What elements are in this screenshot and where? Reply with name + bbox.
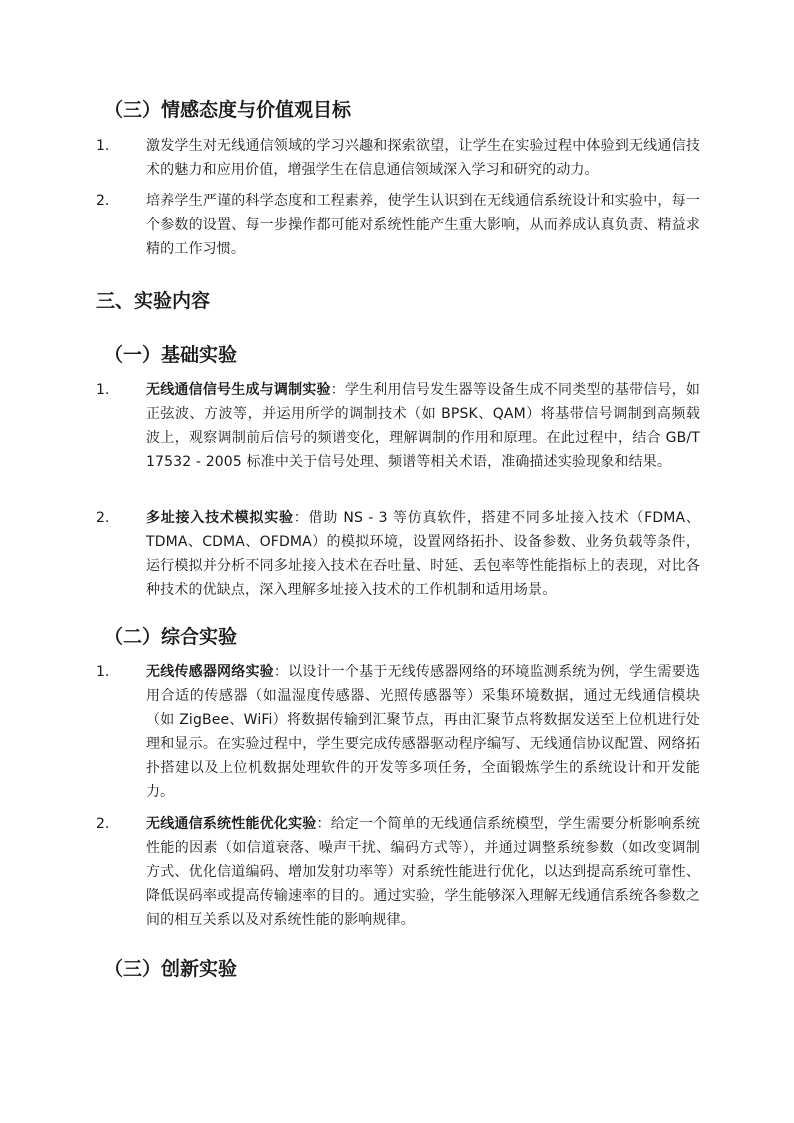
list-item [96,134,700,182]
list-item-number: 1. [96,382,110,398]
section-heading-comprehensive-experiments: （二）综合实验 [104,626,238,648]
list-item-text [146,660,700,804]
list-item [96,660,700,804]
section-heading-experiment-content: 三、实验内容 [96,290,211,312]
list-item-number: 2. [96,193,110,209]
list-item-text [146,812,700,932]
list-item-body: ：以设计一个基于无线传感器网络的环境监测系统为例，学生需要选用合适的传感器（如温湿度传感器、光照传感器等）采集环境数据，通过无线通信模块（如 ZigBee、WiFi）将数据传输到汇聚节点，再由汇聚节点将数据发送至上位机进行处理和显示。在实验过程中，学生要完成传感器驱动程序编写、无线通信协议配置、网络拓扑搭建以及上位机数据处理软件的开发等多项任务，全面锻炼学生的系统设计和开发能力。 [146,664,700,800]
list-item-number: 1. [96,664,110,680]
list-item-term: 无线通信系统性能优化实验 [146,816,317,832]
list-item-text: 激发学生对无线通信领域的学习兴趣和探索欲望，让学生在实验过程中体验到无线通信技术的魅力和应用价值，增强学生在信息通信领域深入学习和研究的动力。 [146,138,700,178]
list-item-body: ：给定一个简单的无线通信系统模型，学生需要分析影响系统性能的因素（如信道衰落、噪声干扰、编码方式等），并通过调整系统参数（如改变调制方式、优化信道编码、增加发射功率等）对系统性能进行优化，以达到提高系统可靠性、降低误码率或提高传输速率的目的。通过实验，学生能够深入理解无线通信系统各参数之间的相互关系以及对系统性能的影响规律。 [146,816,700,928]
section-heading-affective-goals: （三）情感态度与价值观目标 [104,99,352,121]
list-item-text [146,506,700,602]
list-item [96,189,700,261]
list-item-body: ：学生利用信号发生器等设备生成不同类型的基带信号，如正弦波、方波等，并运用所学的调制技术（如 BPSK、QAM）将基带信号调制到高频载波上，观察调制前后信号的频谱变化，理解调制的作用和原理。在此过程中，结合 GB/T 17532 - 2005 标准中关于信号处理、频谱等相关术语，准确描述实验现象和结果。 [146,382,700,470]
section-heading-innovative-experiments: （三）创新实验 [104,958,238,980]
list-item-number: 2. [96,816,110,832]
list-item [96,812,700,932]
list-item-text [146,378,700,474]
list-item-term: 多址接入技术模拟实验 [146,510,294,526]
list-item-text: 培养学生严谨的科学态度和工程素养，使学生认识到在无线通信系统设计和实验中，每一个参数的设置、每一步操作都可能对系统性能产生重大影响，从而养成认真负责、精益求精的工作习惯。 [146,193,700,257]
list-item [96,378,700,474]
list-item-term: 无线传感器网络实验 [146,664,274,680]
list-item [96,506,700,602]
list-item-number: 2. [96,510,110,526]
section-heading-basic-experiments: （一）基础实验 [104,344,238,366]
list-item-term: 无线通信信号生成与调制实验 [146,382,331,398]
list-item-number: 1. [96,138,110,154]
list-item-body: ：借助 NS - 3 等仿真软件，搭建不同多址接入技术（FDMA、TDMA、CDMA、OFDMA）的模拟环境，设置网络拓扑、设备参数、业务负载等条件，运行模拟并分析不同多址接入技术在吞吐量、时延、丢包率等性能指标上的表现，对比各种技术的优缺点，深入理解多址接入技术的工作机制和适用场景。 [146,510,701,598]
